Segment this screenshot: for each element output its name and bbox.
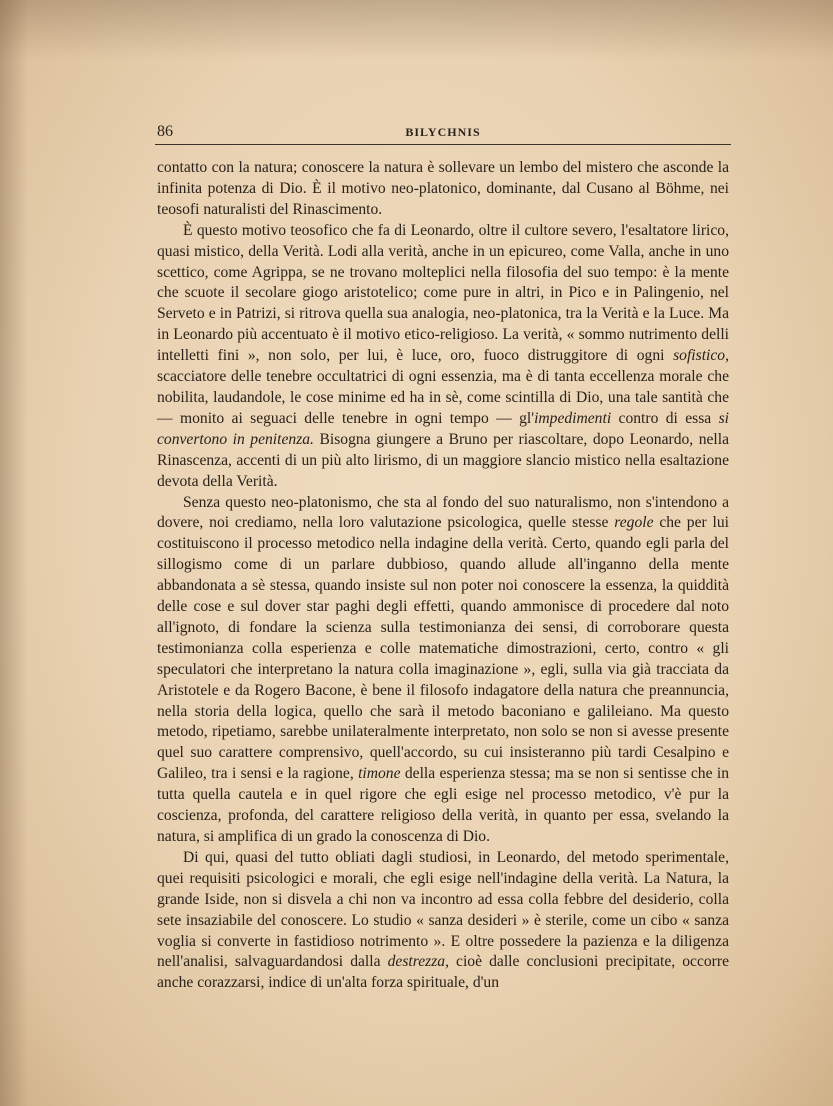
running-head: BILYCHNIS	[405, 125, 481, 139]
paragraph	[157, 493, 729, 848]
paragraph	[157, 221, 729, 493]
text-run: È questo motivo teosofico che fa di Leonardo, oltre il cultore severo, l'esaltatore lirico, quasi mistico, della Verità. Lodi alla verità, anche in un epicureo, come Valla, anche in uno scettico, come Agrippa, se ne trovano molteplici nella filosofia del suo tempo: è la mente che scuote il secolare giogo aristotelico; come pure in altri, in Pico e in Palingenio, nel Serveto e in Patrizi, si ritrova quella sua analogia, neo-platonica, tra la Verità e la Luce. Ma in Leonardo più accentuato è il motivo etico-religioso. La verità, « sommo nutrimento delli intelletti fini », non solo, per lui, è luce, oro, fuoco distruggitore di ogni	[157, 221, 729, 365]
text-run: Senza questo neo-platonismo, che sta al fondo del suo naturalismo, non s'intendono a dovere, noi crediamo, nella loro valutazione psicologica, quelle stesse	[157, 493, 729, 532]
body-text	[157, 158, 729, 994]
text-run: , scacciatore delle tenebre occultatrici di ogni essenzia, ma è di tanta eccellenza morale che nobilita, laudandole, le cose minime ed ha in sè, come scintilla di Dio, una tale santità che — monito ai seguaci delle tenebre in ogni tempo — gl'	[157, 347, 729, 427]
italic-term: impedimenti	[534, 409, 612, 427]
text-run: , cioè dalle conclusioni precipitate, occorre anche corazzarsi, indice di un'alta forza spirituale, d'un	[157, 953, 729, 992]
italic-term: timone	[358, 765, 401, 783]
page-number: 86	[157, 123, 173, 140]
italic-term: sofistico	[673, 347, 726, 365]
text-run: contro di essa	[611, 409, 719, 427]
text-run: della esperienza stessa; ma se non si sentisse che in tutta quella cautela e in quel rigore che egli esige nel processo metodico, v'è pur la coscienza, profonda, del carattere religioso della verità, in quanto per essa, svelando la natura, si amplifica di un grado la conoscenza di Dio.	[157, 765, 729, 845]
paragraph	[157, 158, 729, 221]
italic-term: regole	[614, 514, 654, 532]
page-header	[155, 122, 731, 145]
italic-term: destrezza	[387, 953, 446, 971]
text-run: che per lui costituiscono il processo metodico nella indagine della verità. Certo, quando egli parla del sillogismo come di un parlare dubbioso, quando allude all'inganno della mente abbandonata a sè stessa, quando insiste sul non poter noi conoscere la essenza, la quiddità delle cose e sul dover star paghi degli effetti, quando ammonisce di procedere dal noto all'ignoto, di fondare la scienza sulla testimonianza dei sensi, di corroborare questa testimonianza colla esperienza e colle matematiche dimostrazioni, certo, contro « gli speculatori che interpretano la natura colla imaginazione », egli, sulla via già tracciata da Aristotele e da Rogero Bacone, è bene il filosofo indagatore della natura che preannuncia, nella storia della logica, quello che sarà il metodo baconiano e galileiano. Ma questo metodo, ripetiamo, sarebbe unilateralmente interpretato, non solo se non si avesse presente quel suo carattere comprensivo, quell'accordo, su cui insisteranno più tardi Cesalpino e Galileo, tra i sensi e la ragione,	[157, 514, 729, 783]
text-run: contatto con la natura; conoscere la natura è sollevare un lembo del mistero che asconde la infinita potenza di Dio. È il motivo neo-platonico, dominante, dal Cusano al Böhme, nei teosofi naturalisti del Rinascimento.	[157, 159, 729, 218]
italic-term: si convertono in penitenza.	[157, 409, 729, 448]
text-run: Bisogna giungere a Bruno per riascoltare, dopo Leonardo, nella Rinascenza, accenti di un più alto lirismo, di un maggiore slancio mistico nella esaltazione devota della Verità.	[157, 430, 729, 490]
text-run: Di qui, quasi del tutto obliati dagli studiosi, in Leonardo, del metodo sperimentale, quei requisiti psicologici e morali, che egli esige nell'indagine della verità. La Natura, la grande Iside, non si disvela a chi non va incontro ad essa colla febbre del desiderio, colla sete insaziabile del conoscere. Lo studio « sanza desideri » è sterile, come un cibo « sanza voglia si converte in fastidioso notrimento ». E oltre possedere la pazienza e la diligenza nell'analisi, salvaguardandosi dalla	[157, 848, 729, 971]
paragraph	[157, 848, 729, 994]
